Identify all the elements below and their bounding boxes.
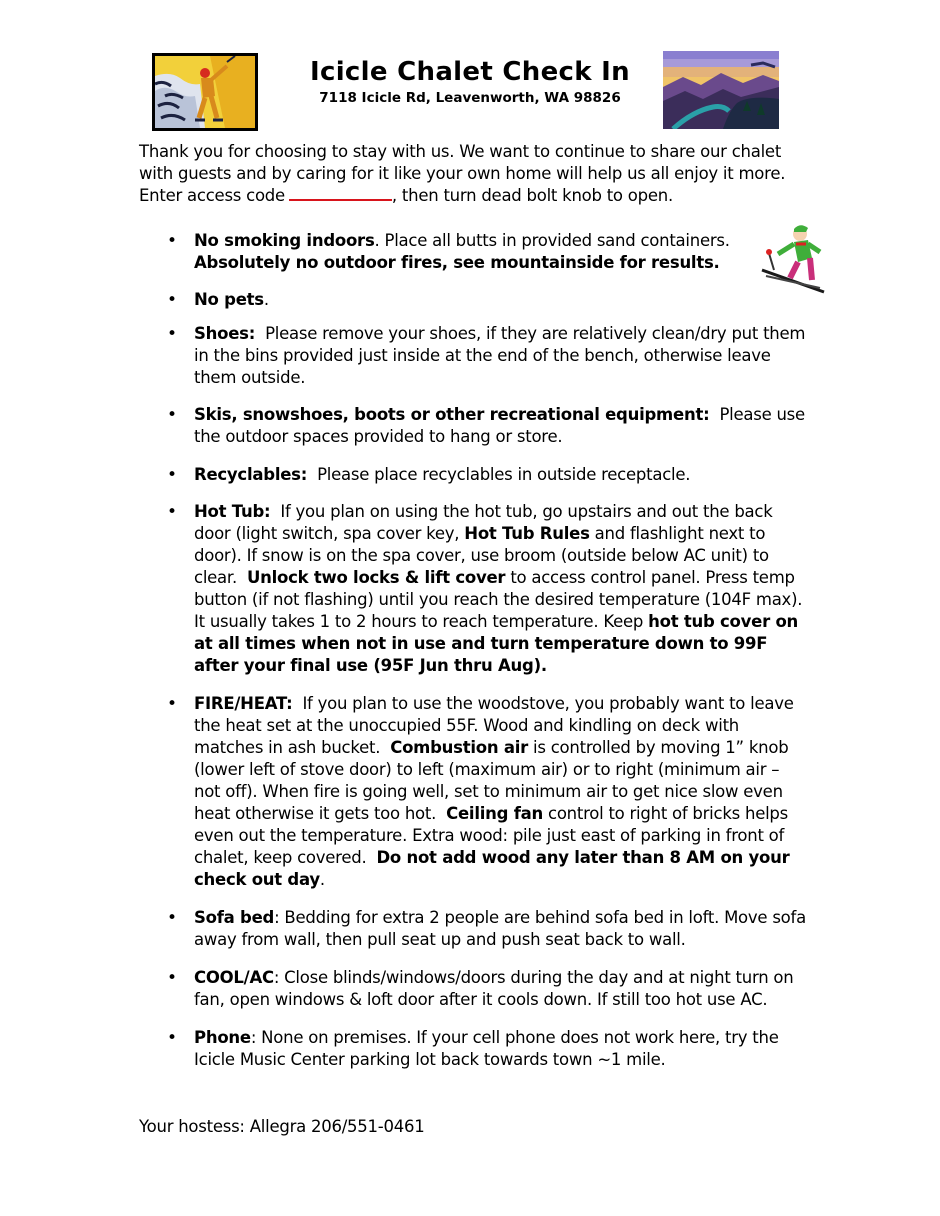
hostess-contact: Your hostess: Allegra 206/551-0461 xyxy=(139,1117,425,1136)
intro-line-2: with guests and by caring for it like your own home will help us all enjoy it more. xyxy=(139,164,786,183)
chalet-address: 7118 Icicle Rd, Leavenworth, WA 98826 xyxy=(319,90,621,106)
intro-line-3-suffix: , then turn dead bolt knob to open. xyxy=(391,186,673,205)
page-title: Icicle Chalet Check In xyxy=(310,57,630,87)
rule-text: If you plan on using the hot tub, go upstairs and out the back door (light switch, spa cover key, xyxy=(194,502,773,543)
rule-no-pets xyxy=(194,289,806,311)
rule-text: to access control panel. Press temp button (if not flashing) until you reach the desired temperature (104F max). It usually takes 1 to 2 hours to reach temperature. Keep xyxy=(194,568,803,631)
rule-shoes xyxy=(194,323,806,389)
rule-sofa-bed xyxy=(194,907,806,951)
rule-heading: No smoking indoors xyxy=(194,231,375,250)
intro-line-3-prefix: Enter access code xyxy=(139,186,285,205)
rule-heading: No pets xyxy=(194,290,264,309)
rule-recyclables xyxy=(194,464,806,486)
rule-text: and flashlight next to door). If snow is on the spa cover, use broom (outside below AC unit) to clear. xyxy=(194,524,769,587)
rule-heading: COOL/AC xyxy=(194,968,274,987)
rule-emphasis: Combustion air xyxy=(390,738,529,757)
rule-text: . Place all butts in provided sand containers. xyxy=(374,231,730,250)
rule-text: . xyxy=(319,870,325,889)
rule-heading: Shoes: xyxy=(194,324,256,343)
rule-heading: Hot Tub: xyxy=(194,502,271,521)
rule-fire-heat xyxy=(194,693,806,891)
rule-text: . xyxy=(263,290,269,309)
rule-text: Please use the outdoor spaces provided to hang or store. xyxy=(194,405,805,446)
rule-text: Please place recyclables in outside receptacle. xyxy=(317,465,691,484)
rule-no-smoking xyxy=(194,230,806,274)
access-code-blank xyxy=(289,185,392,201)
rule-text: control to right of bricks helps even out the temperature. Extra wood: pile just east of parking in front of chalet, keep covered. xyxy=(194,804,788,867)
rule-emphasis: Absolutely no outdoor fires, see mountainside for results. xyxy=(194,253,720,272)
rule-hot-tub xyxy=(194,501,806,677)
mountain-sunset-image xyxy=(663,51,779,129)
rule-text: If you plan to use the woodstove, you probably want to leave the heat set at the unoccupied 55F. Wood and kindling on deck with matches in ash bucket. xyxy=(194,694,794,757)
rule-heading: Skis, snowshoes, boots or other recreational equipment: xyxy=(194,405,710,424)
house-rules-list xyxy=(194,230,806,1071)
rule-emphasis: Unlock two locks & lift cover xyxy=(246,568,506,587)
rule-phone xyxy=(194,1027,806,1071)
rule-emphasis: Do not add wood any later than 8 AM on your check out day xyxy=(194,848,790,889)
rule-emphasis: Ceiling fan xyxy=(446,804,544,823)
rule-heading: Sofa bed xyxy=(194,908,275,927)
rule-cool-ac xyxy=(194,967,806,1011)
rule-heading: FIRE/HEAT: xyxy=(194,694,293,713)
rule-emphasis: Hot Tub Rules xyxy=(464,524,590,543)
rule-emphasis: hot tub cover on at all times when not in use and turn temperature down to 99F after your final use (95F Jun thru Aug). xyxy=(194,612,799,675)
rule-heading: Recyclables: xyxy=(194,465,308,484)
rule-text: : Bedding for extra 2 people are behind sofa bed in loft. Move sofa away from wall, then pull seat up and push seat back to wall. xyxy=(194,908,806,949)
rule-heading: Phone xyxy=(194,1028,251,1047)
intro-paragraph xyxy=(139,141,819,207)
rule-text: is controlled by moving 1” knob (lower left of stove door) to left (maximum air) or to right (minimum air – not off). When fire is going well, set to minimum air to get nice slow even heat otherwise it gets too hot. xyxy=(194,738,789,823)
rule-text: : Close blinds/windows/doors during the day and at night turn on fan, open windows & loft door after it cools down. If still too hot use AC. xyxy=(194,968,794,1009)
intro-line-1: Thank you for choosing to stay with us. We want to continue to share our chalet xyxy=(139,142,782,161)
rule-text: Please remove your shoes, if they are relatively clean/dry put them in the bins provided just inside at the end of the bench, otherwise leave them outside. xyxy=(194,324,806,387)
rule-equipment xyxy=(194,404,806,448)
rule-text: : None on premises. If your cell phone does not work here, try the Icicle Music Center parking lot back towards town ~1 mile. xyxy=(194,1028,779,1069)
